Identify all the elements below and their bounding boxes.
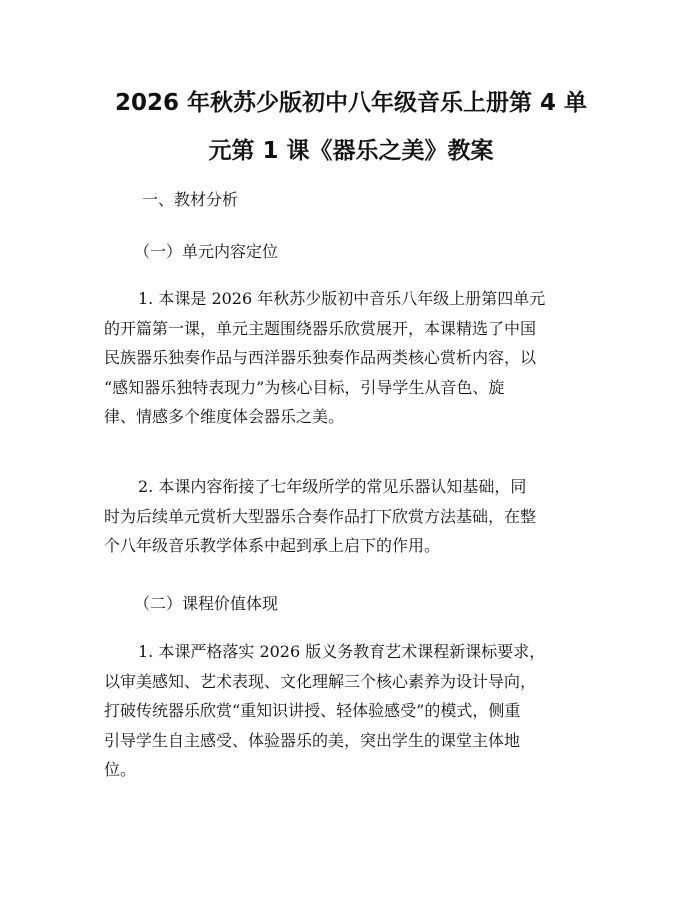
paragraph-course-value-1 <box>104 637 602 785</box>
paragraph-line: 2. 本课内容衔接了七年级所学的常见乐器认知基础，同 <box>138 477 527 496</box>
document-title-line-1: 2026 年秋苏少版初中八年级音乐上册第 4 单 <box>114 90 588 116</box>
subsection-heading-course-value: （二）课程价值体现 <box>134 594 279 613</box>
paragraph-line: 引导学生自主感受、体验器乐的美，突出学生的课堂主体地 <box>104 730 521 750</box>
document-title-line-2: 元第 1 课《器乐之美》教案 <box>208 138 494 164</box>
paragraph-line: 1. 本课是 2026 年秋苏少版初中音乐八年级上册第四单元 <box>138 289 546 308</box>
paragraph-line: 以审美感知、艺术表现、文化理解三个核心素养为设计导向， <box>104 671 537 691</box>
paragraph-line: 律、情感多个维度体会器乐之美。 <box>104 407 345 426</box>
paragraph-unit-positioning-1 <box>104 284 602 432</box>
paragraph-line: 民族器乐独奏作品与西洋器乐独奏作品两类核心赏析内容，以 <box>104 348 537 367</box>
paragraph-line: 1. 本课严格落实 2026 版义务教育艺术课程新课标要求， <box>138 642 546 661</box>
paragraph-line: 个八年级音乐教学体系中起到承上启下的作用。 <box>104 536 441 555</box>
paragraph-line: “感知器乐独特表现力”为核心目标，引导学生从音色、旋 <box>104 377 505 397</box>
paragraph-line: 打破传统器乐欣赏“重知识讲授、轻体验感受”的模式，侧重 <box>104 701 521 720</box>
subsection-heading-unit-positioning: （一）单元内容定位 <box>134 242 279 261</box>
paragraph-line: 的开篇第一课，单元主题围绕器乐欣赏展开，本课精选了中国 <box>104 318 537 338</box>
paragraph-line: 时为后续单元赏析大型器乐合奏作品打下欣赏方法基础，在整 <box>104 506 537 526</box>
paragraph-line: 位。 <box>104 760 137 779</box>
paragraph-unit-positioning-2 <box>104 472 602 561</box>
section-heading-textbook-analysis: 一、教材分析 <box>142 190 239 209</box>
